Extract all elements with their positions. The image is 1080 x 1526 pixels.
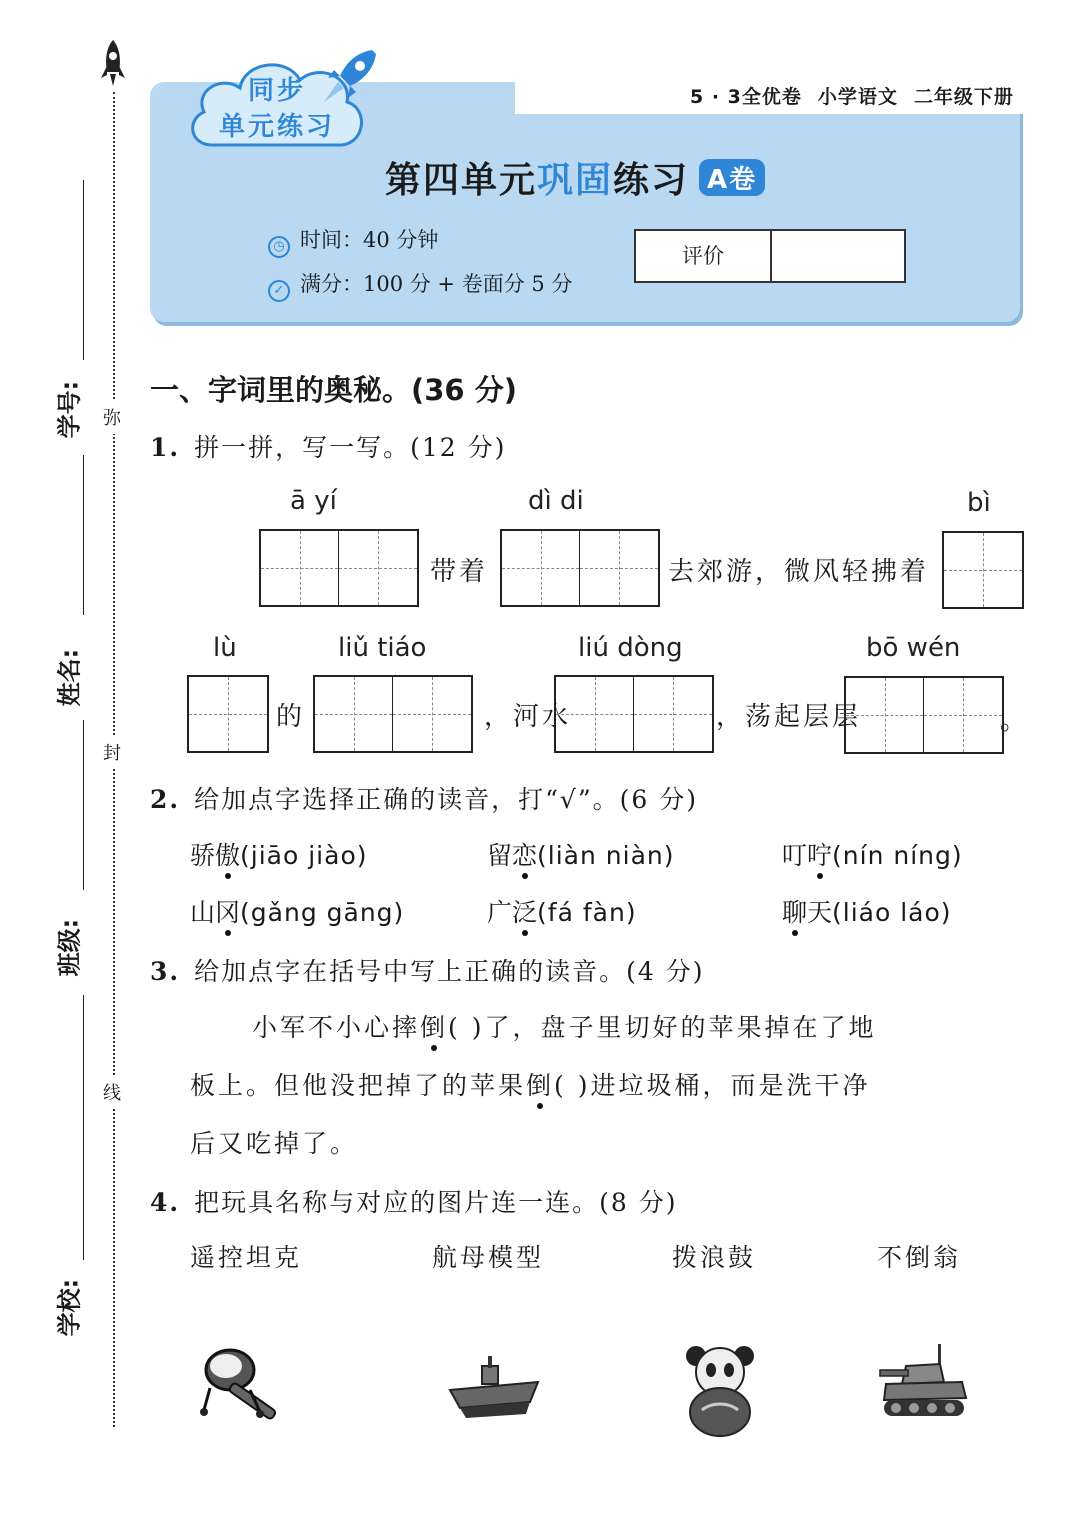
passage-line-3: 后又吃掉了。 bbox=[190, 1129, 359, 1158]
word-char: 广 bbox=[487, 898, 513, 927]
cloud-title-line1: 同步 bbox=[247, 76, 306, 106]
pinyin-options: (liáo láo) bbox=[832, 898, 952, 927]
pinyin-options: (gǎng gāng) bbox=[240, 898, 405, 927]
binding-strip bbox=[0, 0, 140, 1526]
field-line-class bbox=[83, 720, 84, 890]
dotted-char: 倒 bbox=[526, 1071, 555, 1100]
sentence-text: ，荡起层层 bbox=[716, 702, 862, 732]
writing-grid[interactable] bbox=[313, 675, 473, 753]
title-part3: 练习 bbox=[613, 160, 690, 201]
pinyin: bō wén bbox=[866, 633, 961, 663]
writing-grid[interactable] bbox=[500, 529, 660, 607]
cut-char-xian: 线 bbox=[103, 1075, 121, 1109]
field-line-name bbox=[83, 455, 84, 615]
toy-name[interactable]: 拨浪鼓 bbox=[672, 1243, 757, 1272]
check-icon: ✓ bbox=[268, 280, 290, 302]
series-name: 5 · 3全优卷 bbox=[690, 86, 802, 108]
title-part2: 巩固 bbox=[537, 160, 614, 201]
writing-grid[interactable] bbox=[942, 531, 1024, 609]
question-number: 1. bbox=[150, 433, 181, 462]
rocket-icon bbox=[100, 38, 126, 88]
dotted-char: 咛 bbox=[807, 841, 833, 870]
tank-image[interactable] bbox=[878, 1340, 968, 1422]
tumbler-doll-image[interactable] bbox=[680, 1340, 760, 1438]
section-title: 一、字词里的奥秘。(36 分) bbox=[150, 373, 517, 407]
word-char: 天 bbox=[807, 898, 833, 927]
question-4 bbox=[150, 1183, 677, 1219]
rattle-drum-image[interactable] bbox=[200, 1340, 295, 1430]
passage-blank[interactable]: ( )了，盘子里切好的苹果掉在了地 bbox=[448, 1013, 877, 1042]
field-label-id: 学号: bbox=[55, 380, 84, 439]
pinyin-options: (nín níng) bbox=[832, 841, 963, 870]
cloud-title-line2: 单元练习 bbox=[218, 112, 335, 142]
time-info bbox=[268, 224, 438, 255]
question-text: 给加点字选择正确的读音，打“√”。(6 分) bbox=[194, 785, 698, 814]
title-part1: 第四单元 bbox=[385, 160, 538, 201]
word-char: 留 bbox=[487, 841, 513, 870]
word-char: 山 bbox=[190, 898, 216, 927]
sentence-text: 去郊游，微风轻拂着 bbox=[668, 557, 930, 587]
rocket-icon bbox=[320, 46, 380, 106]
evaluation-label: 评价 bbox=[636, 231, 772, 281]
choice-item[interactable] bbox=[190, 836, 368, 872]
pinyin: liǔ tiáo bbox=[338, 633, 427, 663]
passage-text: 板上。但他没把掉了的苹果 bbox=[190, 1071, 527, 1100]
choice-item[interactable] bbox=[782, 836, 963, 872]
cut-char-feng: 封 bbox=[103, 735, 121, 769]
dotted-char: 傲 bbox=[215, 841, 241, 870]
choice-item[interactable] bbox=[487, 836, 675, 872]
question-1 bbox=[150, 428, 506, 464]
toy-name[interactable]: 遥控坦克 bbox=[190, 1243, 303, 1272]
choice-item[interactable] bbox=[782, 893, 952, 929]
dotted-char: 冈 bbox=[215, 898, 241, 927]
passage-text: 小军不小心摔 bbox=[252, 1013, 421, 1042]
dotted-char: 恋 bbox=[512, 841, 538, 870]
series-subject: 小学语文 bbox=[817, 86, 898, 108]
dotted-char: 泛 bbox=[512, 898, 538, 927]
writing-grid[interactable] bbox=[844, 676, 1004, 754]
pinyin: lù bbox=[213, 633, 237, 663]
sentence-text: 带着 bbox=[430, 557, 489, 587]
question-number: 4. bbox=[150, 1188, 181, 1217]
writing-grid[interactable] bbox=[259, 529, 419, 607]
question-text: 给加点字在括号中写上正确的读音。(4 分) bbox=[194, 957, 705, 986]
word-char: 骄 bbox=[190, 841, 216, 870]
evaluation-field[interactable] bbox=[772, 231, 904, 281]
question-number: 2. bbox=[150, 785, 181, 814]
pinyin: liú dòng bbox=[578, 633, 683, 663]
aircraft-carrier-image[interactable] bbox=[446, 1352, 542, 1422]
sentence-text: ，河水 bbox=[484, 702, 572, 732]
time-text: 时间：40 分钟 bbox=[300, 228, 439, 252]
passage-line-1 bbox=[252, 1008, 877, 1044]
field-label-class: 班级: bbox=[55, 918, 84, 977]
toy-name[interactable]: 航母模型 bbox=[432, 1243, 545, 1272]
field-label-school: 学校: bbox=[55, 1278, 84, 1337]
pinyin: bì bbox=[967, 488, 991, 518]
clock-icon: ◷ bbox=[268, 236, 290, 258]
pinyin-options: (jiāo jiào) bbox=[240, 841, 368, 870]
writing-grid[interactable] bbox=[554, 675, 714, 753]
page-title bbox=[385, 152, 765, 203]
choice-item[interactable] bbox=[487, 893, 637, 929]
sentence-text: 。 bbox=[1000, 706, 1030, 736]
passage-line-2 bbox=[190, 1066, 871, 1102]
field-label-name: 姓名: bbox=[55, 648, 84, 707]
sentence-text: 的 bbox=[276, 702, 306, 732]
pinyin: dì di bbox=[528, 486, 584, 516]
score-info bbox=[268, 268, 572, 299]
pinyin-options: (fá fàn) bbox=[537, 898, 637, 927]
question-text: 拼一拼，写一写。(12 分) bbox=[194, 433, 507, 462]
dotted-char: 倒 bbox=[420, 1013, 449, 1042]
word-char: 叮 bbox=[782, 841, 808, 870]
score-text: 满分：100 分 + 卷面分 5 分 bbox=[300, 272, 573, 296]
writing-grid[interactable] bbox=[187, 675, 269, 753]
series-grade: 二年级下册 bbox=[913, 86, 1014, 108]
series-info bbox=[690, 82, 1030, 109]
choice-item[interactable] bbox=[190, 893, 404, 929]
pinyin: ā yí bbox=[290, 486, 337, 516]
question-2 bbox=[150, 780, 698, 816]
passage-blank[interactable]: ( )进垃圾桶，而是洗干净 bbox=[554, 1071, 871, 1100]
field-line-school bbox=[83, 995, 84, 1260]
cut-char-mi: 弥 bbox=[103, 400, 121, 434]
field-line-id bbox=[83, 180, 84, 360]
toy-name[interactable]: 不倒翁 bbox=[877, 1243, 962, 1272]
dotted-char: 聊 bbox=[782, 898, 808, 927]
question-number: 3. bbox=[150, 957, 181, 986]
evaluation-box bbox=[634, 229, 906, 283]
pinyin-options: (liàn niàn) bbox=[537, 841, 675, 870]
question-3 bbox=[150, 952, 704, 988]
question-text: 把玩具名称与对应的图片连一连。(8 分) bbox=[194, 1188, 678, 1217]
paper-badge: A卷 bbox=[699, 159, 765, 196]
